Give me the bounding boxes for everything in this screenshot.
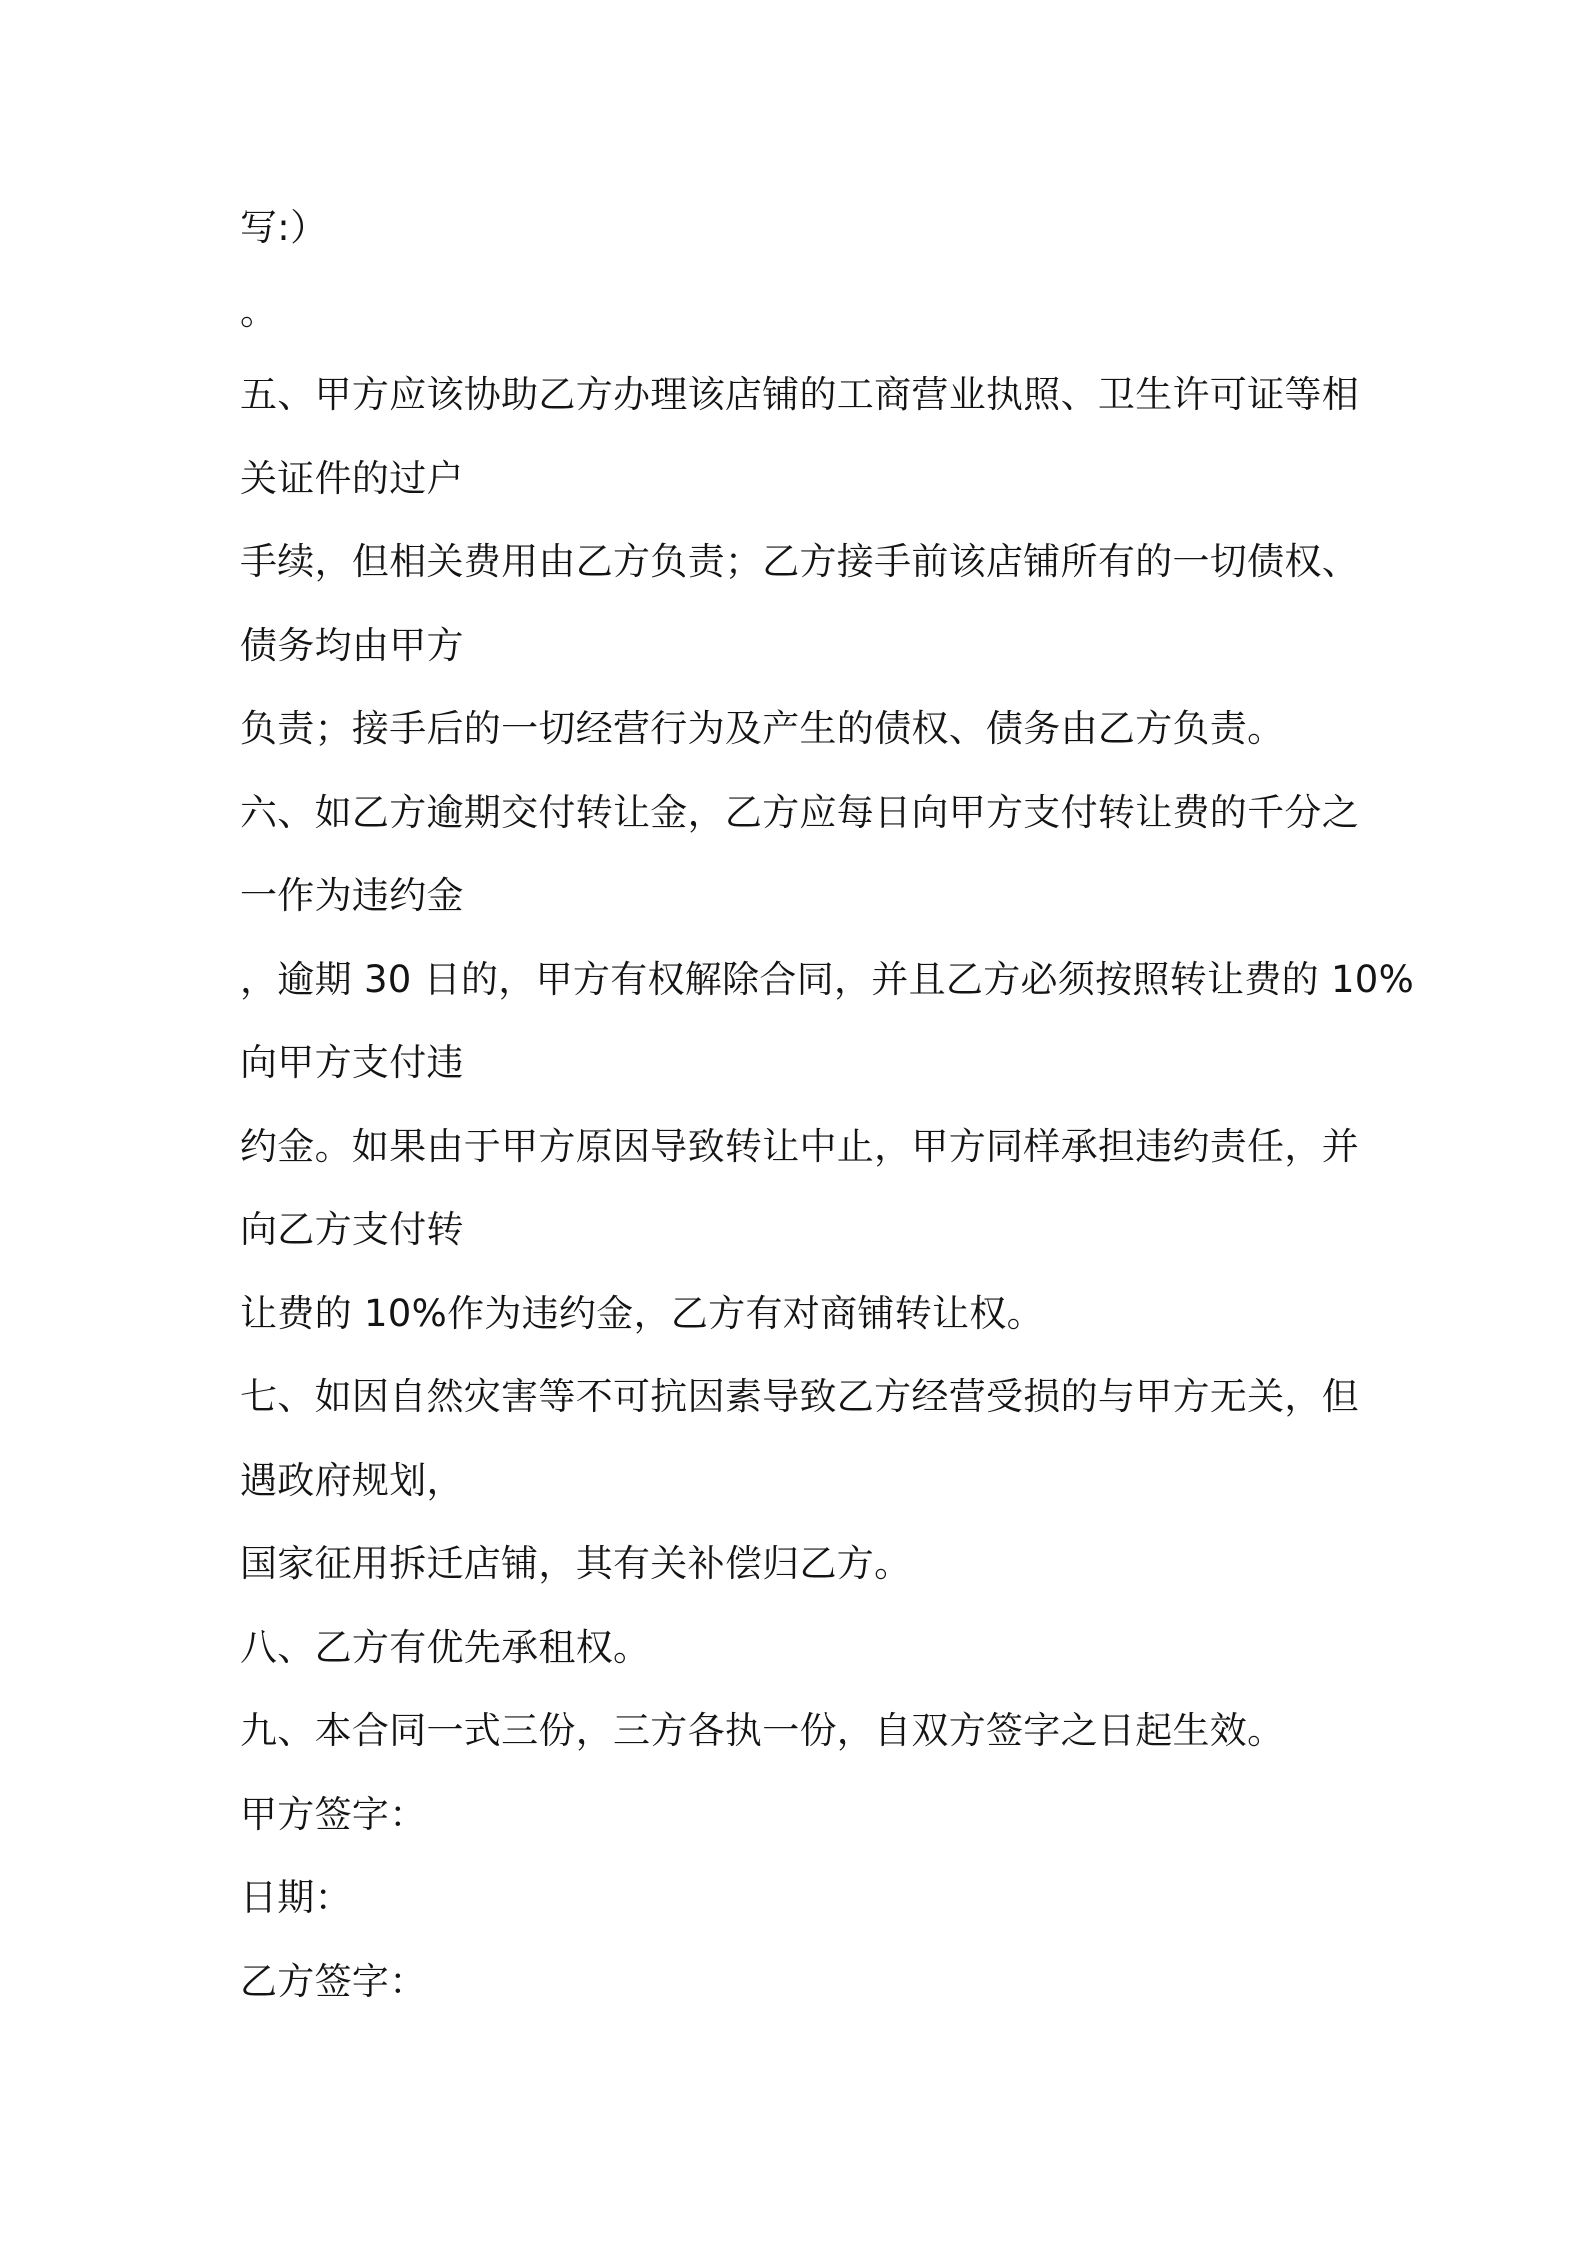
clause-6-line: 向甲方支付违 bbox=[240, 1041, 464, 1084]
clause-6-line: ，逾期 30 日的，甲方有权解除合同，并且乙方必须按照转让费的 10% bbox=[240, 957, 1415, 1001]
text-line: 写:） bbox=[240, 206, 328, 249]
date-label: 日期： bbox=[240, 1876, 352, 1919]
clause-6-line: 约金。如果由于甲方原因导致转让中止，甲方同样承担违约责任，并 bbox=[240, 1124, 1359, 1168]
party-b-signature-label: 乙方签字： bbox=[240, 1959, 427, 2003]
clause-5-line: 手续，但相关费用由乙方负责；乙方接手前该店铺所有的一切债权、 bbox=[240, 540, 1359, 583]
clause-7-line: 七、如因自然灾害等不可抗因素导致乙方经营受损的与甲方无关，但 bbox=[240, 1375, 1359, 1418]
clause-7-line: 遇政府规划， bbox=[240, 1458, 464, 1502]
clause-6-line: 让费的 10%作为违约金，乙方有对商铺转让权。 bbox=[240, 1291, 1044, 1335]
clause-5-line: 债务均由甲方 bbox=[240, 623, 464, 667]
clause-6-line: 六、如乙方逾期交付转让金，乙方应每日向甲方支付转让费的千分之 bbox=[240, 790, 1359, 834]
clause-7-line: 国家征用拆迁店铺，其有关补偿归乙方。 bbox=[240, 1542, 912, 1585]
text-line: 。 bbox=[240, 289, 278, 333]
clause-6-line: 一作为违约金 bbox=[240, 874, 464, 917]
clause-5-line: 五、甲方应该协助乙方办理该店铺的工商营业执照、卫生许可证等相 bbox=[240, 373, 1359, 416]
clause-6-line: 向乙方支付转 bbox=[240, 1208, 464, 1251]
clause-5-line: 负责；接手后的一切经营行为及产生的债权、债务由乙方负责。 bbox=[240, 707, 1285, 750]
clause-5-line: 关证件的过户 bbox=[240, 456, 464, 500]
contract-text bbox=[240, 198, 1415, 2035]
clause-8-line: 八、乙方有优先承租权。 bbox=[240, 1625, 651, 1669]
party-a-signature-label: 甲方签字： bbox=[240, 1792, 427, 1836]
clause-9-line: 九、本合同一式三份，三方各执一份，自双方签字之日起生效。 bbox=[240, 1709, 1285, 1752]
